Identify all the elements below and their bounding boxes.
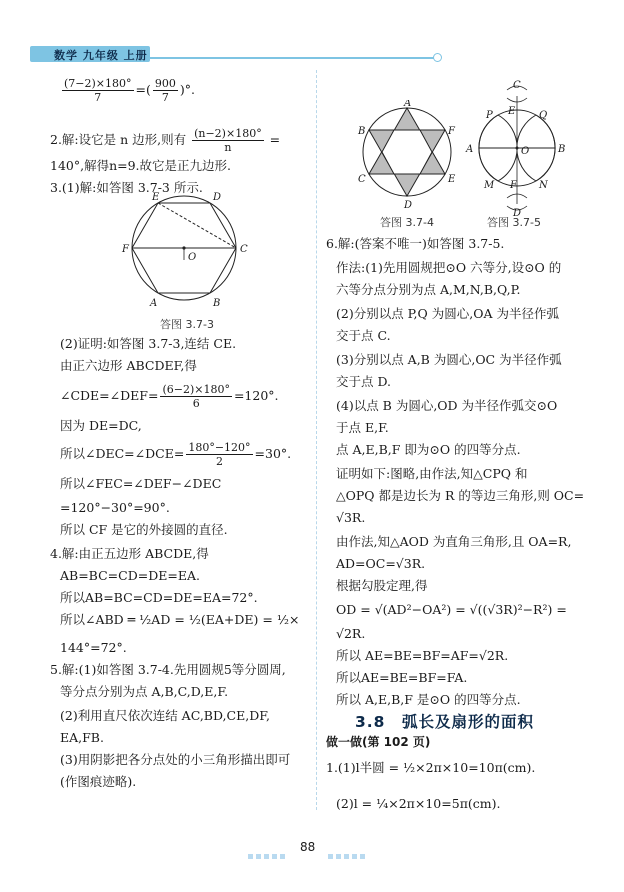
figure-3-7-3-caption: 答图 3.7-3: [160, 318, 214, 331]
q6-proof-9: 所以 AE=BE=BF=AF=√2R.: [336, 648, 509, 663]
q3-angle-cde: ∠CDE=∠DEF= $\frac{(6-2)\times 180^\circ}{6}$ =120°.: [60, 383, 279, 410]
q6-proof-8: √2R.: [336, 626, 366, 641]
q3-line1: 3.(1)解:如答图 3.7-3 所示.: [50, 180, 203, 195]
svg-text:A: A: [466, 144, 474, 155]
page-number-dots-right: [328, 844, 368, 850]
q6-proof-4: 由作法,知△AOD 为直角三角形,且 OA=R,: [336, 534, 572, 549]
svg-text:O: O: [521, 146, 530, 157]
q5-line3: (2)利用直尺依次连结 AC,BD,CE,DF,: [60, 708, 270, 723]
section-title: 3.8 弧长及扇形的面积: [355, 713, 534, 731]
svg-text:E: E: [508, 106, 516, 117]
q3-angle-dec: 所以∠DEC=∠DCE= $\frac{180^\circ-120^\circ}{2}$ =30°.: [60, 441, 292, 468]
q6-proof-7: OD = √(AD²−OA²) = √((√3R)²−R²) =: [336, 602, 567, 617]
svg-text:Q: Q: [539, 110, 548, 121]
q5-line4: EA,FB.: [60, 730, 104, 745]
q4-line3: 所以AB=BC=CD=DE=EA=72°.: [60, 590, 258, 605]
svg-text:E: E: [152, 192, 160, 203]
svg-text:E: E: [448, 174, 456, 185]
q6-proof-1: 证明如下:图略,由作法,知△CPQ 和: [336, 466, 528, 481]
figure-3-7-5-caption: 答图 3.7-5: [487, 216, 541, 229]
page-header: [30, 44, 400, 64]
q3-hexagon-given: 由正六边形 ABCDEF,得: [60, 358, 197, 373]
svg-text:F: F: [448, 126, 455, 137]
svg-text:D: D: [404, 200, 413, 211]
header-dot: [433, 53, 442, 62]
answer-1: 1.(1)l半圆 = ½×2π×10=10π(cm).: [326, 760, 536, 775]
svg-text:D: D: [213, 192, 222, 203]
q3-90deg: =120°−30°=90°.: [60, 500, 170, 515]
q4-line4: 所以∠ABD ═ ½AD = ½(EA+DE) = ½×: [60, 612, 300, 627]
figure-star-of-david: [352, 100, 462, 212]
header-rule: [150, 57, 436, 59]
q6-method-3b: 交于点 D.: [336, 374, 392, 389]
q3-proof-start: (2)证明:如答图 3.7-3,连结 CE.: [60, 336, 237, 351]
svg-text:M: M: [484, 180, 495, 191]
svg-text:C: C: [358, 174, 366, 185]
q5-line5: (3)用阴影把各分点处的小三角形描出即可: [60, 752, 291, 767]
q6-method-4: (4)以点 B 为圆心,OD 为半径作弧交⊙O: [336, 398, 558, 413]
svg-text:B: B: [213, 298, 221, 309]
header-title: 数学 九年级 上册: [54, 49, 148, 62]
q6-proof-3: √3R.: [336, 510, 366, 525]
svg-text:D: D: [513, 208, 522, 218]
svg-text:O: O: [188, 252, 197, 263]
q6-method-2b: 交于点 C.: [336, 328, 391, 343]
svg-text:F: F: [510, 180, 517, 191]
q6-method-3: (3)分别以点 A,B 为圆心,OC 为半径作弧: [336, 352, 562, 367]
svg-text:A: A: [404, 100, 412, 109]
q6-method-4b: 于点 E,F.: [336, 420, 389, 435]
q5-line2: 等分点分别为点 A,B,C,D,E,F.: [60, 684, 229, 699]
q3-de-dc: 因为 DE=DC,: [60, 418, 142, 433]
svg-text:A: A: [150, 298, 158, 309]
column-separator: [316, 70, 317, 810]
q3-angle-fec: 所以∠FEC=∠DEF−∠DEC: [60, 476, 222, 491]
svg-text:B: B: [358, 126, 366, 137]
page-number: 88: [300, 840, 316, 854]
q6-proof-2: △OPQ 都是边长为 R 的等边三角形,则 OC=: [336, 488, 585, 503]
q1-tail: $\frac{(7-2)\times 180^\circ}{7}$ =( $\frac{900}{7}$ )°.: [64, 77, 195, 104]
svg-text:N: N: [539, 180, 548, 191]
q6-proof-10: 所以AE=BE=BF=FA.: [336, 670, 468, 685]
figure-four-equal-points: [462, 76, 572, 218]
q3-conclusion: 所以 CF 是它的外接圆的直径.: [60, 522, 228, 537]
svg-text:C: C: [240, 244, 248, 255]
svg-text:P: P: [486, 110, 493, 121]
answer-2: (2)l = ¼×2π×10=5π(cm).: [336, 796, 501, 811]
q6-result: 点 A,E,B,F 即为⊙O 的四等分点.: [336, 442, 521, 457]
q5-line6: (作图痕迹略).: [60, 774, 137, 789]
page-number-dots-left: [248, 844, 288, 850]
figure-hexagon: [120, 190, 270, 320]
svg-text:C: C: [513, 80, 521, 91]
q6-method-1: 作法:(1)先用圆规把⊙O 六等分,设⊙O 的: [336, 260, 562, 275]
q4-line1: 4.解:由正五边形 ABCDE,得: [50, 546, 209, 561]
svg-text:B: B: [558, 144, 566, 155]
q2-line2: 140°,解得n=9.故它是正九边形.: [50, 158, 232, 173]
q6-proof-5: AD=OC=√3R.: [336, 556, 426, 571]
q4-line5: 144°=72°.: [60, 640, 127, 655]
subsection-title: 做一做(第 102 页): [326, 735, 431, 749]
q6-proof-6: 根据勾股定理,得: [336, 578, 428, 593]
q6-proof-11: 所以 A,E,B,F 是⊙O 的四等分点.: [336, 692, 521, 707]
q4-line2: AB=BC=CD=DE=EA.: [60, 568, 200, 583]
svg-text:F: F: [122, 244, 129, 255]
figure-3-7-4-caption: 答图 3.7-4: [380, 216, 434, 229]
q6-method-1b: 六等分点分别为点 A,M,N,B,Q,P.: [336, 282, 521, 297]
q6-line1: 6.解:(答案不唯一)如答图 3.7-5.: [326, 236, 505, 251]
q6-method-2: (2)分别以点 P,Q 为圆心,OA 为半径作弧: [336, 306, 559, 321]
q5-line1: 5.解:(1)如答图 3.7-4.先用圆规5等分圆周,: [50, 662, 286, 677]
q2-line1: 2.解:设它是 n 边形,则有 $\frac{(n-2)\times 180^\circ}{n}$ =: [50, 127, 281, 154]
